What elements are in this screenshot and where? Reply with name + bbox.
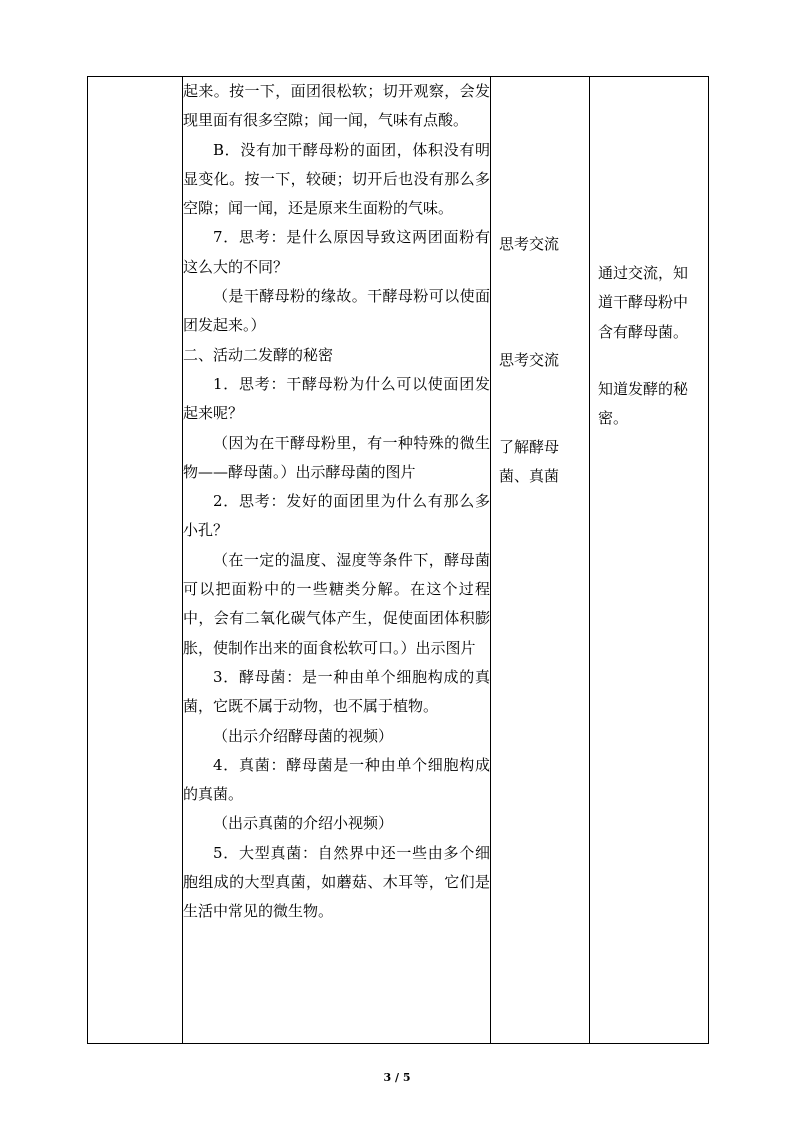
student-activity-text: 思考交流	[499, 351, 560, 369]
paragraph: （出示真菌的介绍小视频）	[213, 814, 394, 833]
student-activity-text: 了解酵母菌、真菌	[499, 438, 560, 486]
paragraph: 3．酵母菌：是一种由单个细胞构成的真菌，它既不属于动物，也不属于植物。	[183, 667, 490, 716]
paragraph: （出示介绍酵母菌的视频）	[213, 726, 394, 745]
empty-column-cell	[88, 77, 183, 1044]
paragraph: （是干酵母粉的缘故。干酵母粉可以使面团发起来。）	[183, 287, 490, 335]
student-activity-cell	[491, 77, 590, 1044]
paragraph: 起来。按一下，面团很松软；切开观察，会发现里面有很多空隙；闻一闻，气味有点酸。	[183, 82, 490, 130]
design-intent-text: 知道发酵的秘密。	[598, 380, 689, 428]
paragraph: 7．思考：是什么原因导致这两团面粉有这么大的不同？	[183, 228, 490, 276]
student-activity-text: 思考交流	[499, 235, 560, 253]
design-intent-text: 通过交流，知道干酵母粉中含有酵母菌。	[598, 264, 689, 341]
design-intent-cell	[590, 77, 709, 1044]
lesson-plan-table	[87, 76, 709, 1044]
paragraph: 1．思考：干酵母粉为什么可以使面团发起来呢？	[183, 374, 490, 423]
section-heading: 二、活动二发酵的秘密	[183, 345, 334, 364]
teaching-process-cell	[183, 77, 491, 1044]
paragraph: （因为在干酵母粉里，有一种特殊的微生物——酵母菌。）出示酵母菌的图片	[183, 433, 490, 481]
table-row	[88, 77, 709, 1044]
paragraph: 5．大型真菌：自然界中还一些由多个细胞组成的大型真菌，如蘑菇、木耳等，它们是生活中常见的微生物。	[183, 843, 490, 921]
paragraph: B．没有加干酵母粉的面团，体积没有明显变化。按一下，较硬；切开后也没有那么多空隙；闻一闻，还是原来生面粉的气味。	[183, 140, 490, 218]
page-number: 3 / 5	[383, 1071, 411, 1084]
paragraph: 2．思考：发好的面团里为什么有那么多小孔？	[183, 492, 490, 540]
paragraph: 4．真菌：酵母菌是一种由单个细胞构成的真菌。	[183, 755, 490, 804]
paragraph: （在一定的温度、湿度等条件下，酵母菌可以把面粉中的一些糖类分解。在这个过程中，会有二氧化碳气体产生，促使面团体积膨胀，使制作出来的面食松软可口。）出示图片	[183, 550, 490, 657]
